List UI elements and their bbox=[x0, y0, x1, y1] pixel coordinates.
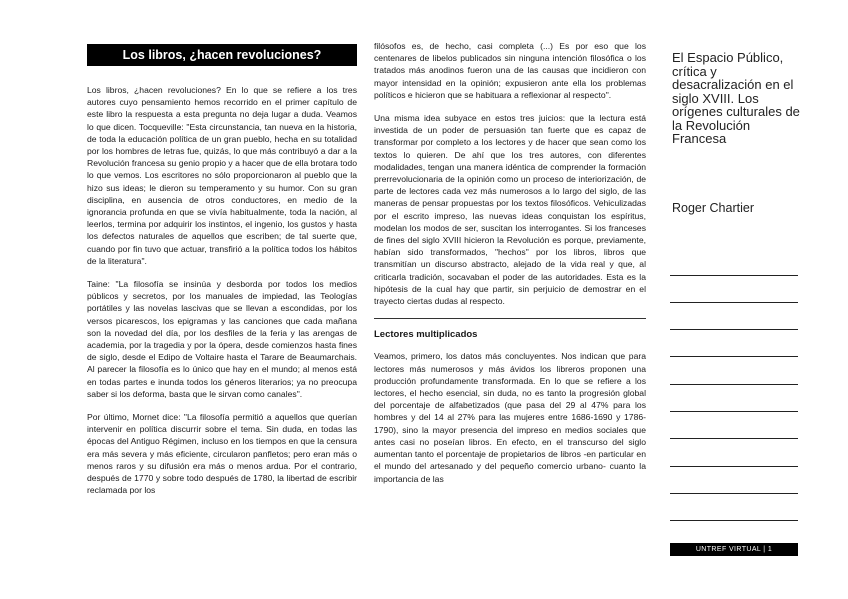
rule-line bbox=[670, 466, 798, 467]
section-divider bbox=[374, 318, 646, 319]
rule-line bbox=[670, 275, 798, 276]
paragraph: Una misma idea subyace en estos tres juicios: que la lectura está investida de un poder de persuasión tan fuerte que es capaz de transformar por completo a los lectores y de hacer que sean como los textos lo quieren. De ahí que los tres autores, con diferentes modalidades, tengan una manera idéntica de comprender la formación prerrevolucionaria de la opinión como un proceso de interiorización, de parte de lectores cada vez más numerosos a lo largo del siglo, de las maneras de pensar propuestas por los textos filosóficos. Vehiculizadas por el escrito impreso, las nuevas ideas conquistan los espíritus, modelan los modos de ser, suscitan los interrogantes. Si los franceses de fines del siglo XVIII hicieron la Revolución es porque, previamente, habían sido transformados, "hechos" por los libros, libros que transmitían un discurso abstracto, alejado de la vida real y que, al criticarla tradición, socavaban el poder de las autoridades. Esta es la hipótesis de la cual hay que partir, sin perjuicio de demostrar en el trayecto ciertas dudas al respecto. bbox=[374, 113, 646, 307]
rule-line bbox=[670, 520, 798, 521]
rule-line bbox=[670, 438, 798, 439]
paragraph: Veamos, primero, los datos más concluyentes. Nos indican que para lectores más numerosos y más ávidos los libreros proponen una producción profundamente transformada. En lo que se refiere a los lectores, el hecho esencial, sin duda, no es tanto la progresión global del porcentaje de alfabetizados (que pasa del 29 al 47% para los hombres y del 14 al 27% para las mujeres entre 1686-1690 y 1786-1790), sino la mayor presencia del impreso en medios sociales que antes casi no poseían libros. En efecto, en el transcurso del siglo aumentan tanto el porcentaje de propietarios de libros -en particular en el mundo del artesanado y del pequeño comercio urbano- cuanto la importancia de las bbox=[374, 351, 646, 484]
page-title: Los libros, ¿hacen revoluciones? bbox=[87, 44, 357, 66]
paragraph: filósofos es, de hecho, casi completa (...) Es por eso que los centenares de libelos publicados sin ninguna intención filosófica o los tratados más anodinos fueron una de las causas que incidieron con mayor intensidad en la opinión; expusieron ante ella los problemas políticos e hicieron que se habituara a reflexionar al respecto". bbox=[374, 41, 646, 100]
rule-line bbox=[670, 356, 798, 357]
paragraph: Los libros, ¿hacen revoluciones? En lo que se refiere a los tres autores cuyo pensamiento hemos recorrido en el primer capítulo de este libro la respuesta a esta pregunta no deja lugar a duda. Veamos lo que dicen. Tocqueville: "Esta circunstancia, tan nueva en la historia, de toda la educación política de un gran pueblo, hecha en su totalidad por los hombres de letras fue, quizás, lo que más contribuyó a dar a la Revolución francesa su genio propio y a hacer que de ella brotara todo lo que vemos. Los escritores no sólo proporcionaron al pueblo que la hizo sus ideas; le dieron su temperamento y su humor. Con su gran disciplina, en ausencia de otros conductores, en medio de la ignorancia profunda en que se vivía habitualmente, toda la nación, al leerlos, termina por adquirir los instintos, el ingenio, los gustos y hasta los defectos naturales de aquellos que escriben; de tal suerte que, cuando por fin tuvo que actuar, transfirió a la política todos los hábitos de la literatura". bbox=[87, 85, 357, 266]
paragraph: Por último, Mornet dice: "La filosofía permitió a aquellos que querían intervenir en política discurrir sobre el tema. Sin duda, en todas las épocas del Antiguo Régimen, incluso en los tiempos en que la censura era más severa y más eficiente, circularon panfletos; pero eran más o menos raros y su difusión era más o menos ardua. Por el contrario, después de 1770 y sobre todo después de 1780, la libertad de escribir reclamada por los bbox=[87, 412, 357, 496]
text-column-left bbox=[87, 84, 357, 508]
document-title: El Espacio Público, crítica y desacralización en el siglo XVIII. Los orígenes culturales de la Revolución Francesa bbox=[672, 50, 800, 146]
footer-badge: UNTREF VIRTUAL | 1 bbox=[670, 543, 798, 556]
rule-line bbox=[670, 302, 798, 303]
text-column-right bbox=[374, 40, 646, 496]
paragraph: Taine: "La filosofía se insinúa y desborda por todos los medios públicos y secretos, por los manuales de impiedad, las Teologías portátiles y las novelas lascivas que se llevan a escondidas, por los versos picarescos, los epigramas y las canciones que cada mañana son la novedad del día, por los desfiles de la feria y las arengas de academia, por la tragedia y por la ópera, desde comienzos hasta fines de siglo, desde el Edipo de Voltaire hasta el Tarare de Beaumarchais. Al parecer la filosofía es lo único que hay en el mundo; al menos está en todas partes e inunda todos los géneros literarios; ya no preocupa saber si los deforma, basta que le sirvan como canales". bbox=[87, 279, 357, 399]
section-heading: Lectores multiplicados bbox=[374, 329, 478, 341]
author-name: Roger Chartier bbox=[672, 201, 754, 215]
rule-line bbox=[670, 493, 798, 494]
rule-line bbox=[670, 384, 798, 385]
rule-line bbox=[670, 329, 798, 330]
rule-line bbox=[670, 411, 798, 412]
